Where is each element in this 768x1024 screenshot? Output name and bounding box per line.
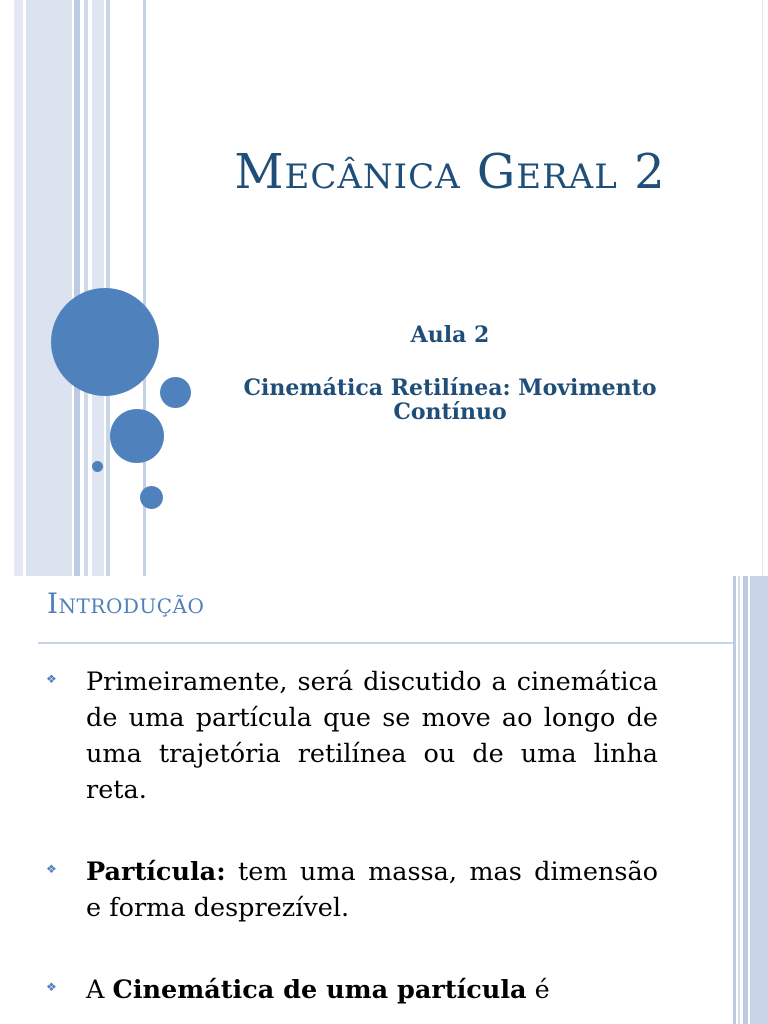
intro-slide <box>0 576 768 1024</box>
list-item <box>44 664 658 808</box>
decor-stripe <box>733 576 736 1024</box>
divider <box>38 642 733 644</box>
decor-stripe <box>74 0 80 576</box>
decor-stripe <box>14 0 23 576</box>
lesson-number: Aula 2 <box>410 322 490 348</box>
decor-stripe <box>750 576 768 1024</box>
decor-stripe <box>738 576 740 1024</box>
decor-stripe <box>84 0 88 576</box>
list-item <box>44 854 658 926</box>
bullet-diamond-icon: ❖ <box>46 980 57 994</box>
bullet-bold-term: Partícula: <box>86 857 226 887</box>
bullet-text: Primeiramente, será discutido a cinemática de uma partícula que se move ao longo de uma trajetória retilínea ou de uma linha reta. <box>86 667 658 805</box>
section-heading: Introdução <box>47 587 205 620</box>
decor-stripe <box>26 0 72 576</box>
lesson-subtitle: Cinemática Retilínea: Movimento Contínuo <box>243 375 657 425</box>
bullet-diamond-icon: ❖ <box>46 862 57 876</box>
bullet-text: tem uma massa, mas dimensão e forma desprezível. <box>86 857 658 923</box>
slide-edge <box>0 0 8 576</box>
circle-decoration-icon <box>51 288 159 396</box>
slide-edge <box>0 576 8 1024</box>
list-item <box>44 972 658 1008</box>
bullet-prefix: A <box>86 975 105 1005</box>
circle-decoration-icon <box>160 377 191 408</box>
bullet-text: é <box>534 975 550 1005</box>
subtitle-block <box>230 320 670 424</box>
decor-stripe <box>743 576 748 1024</box>
bullet-bold-term: Cinemática de uma partícula <box>112 975 527 1005</box>
circle-decoration-icon <box>110 409 164 463</box>
slide-edge <box>762 0 768 576</box>
circle-decoration-icon <box>92 461 103 472</box>
bullet-diamond-icon: ❖ <box>46 672 57 686</box>
circle-decoration-icon <box>140 486 163 509</box>
bullet-list <box>44 664 658 1024</box>
page-title: Mecânica Geral 2 <box>234 144 666 200</box>
